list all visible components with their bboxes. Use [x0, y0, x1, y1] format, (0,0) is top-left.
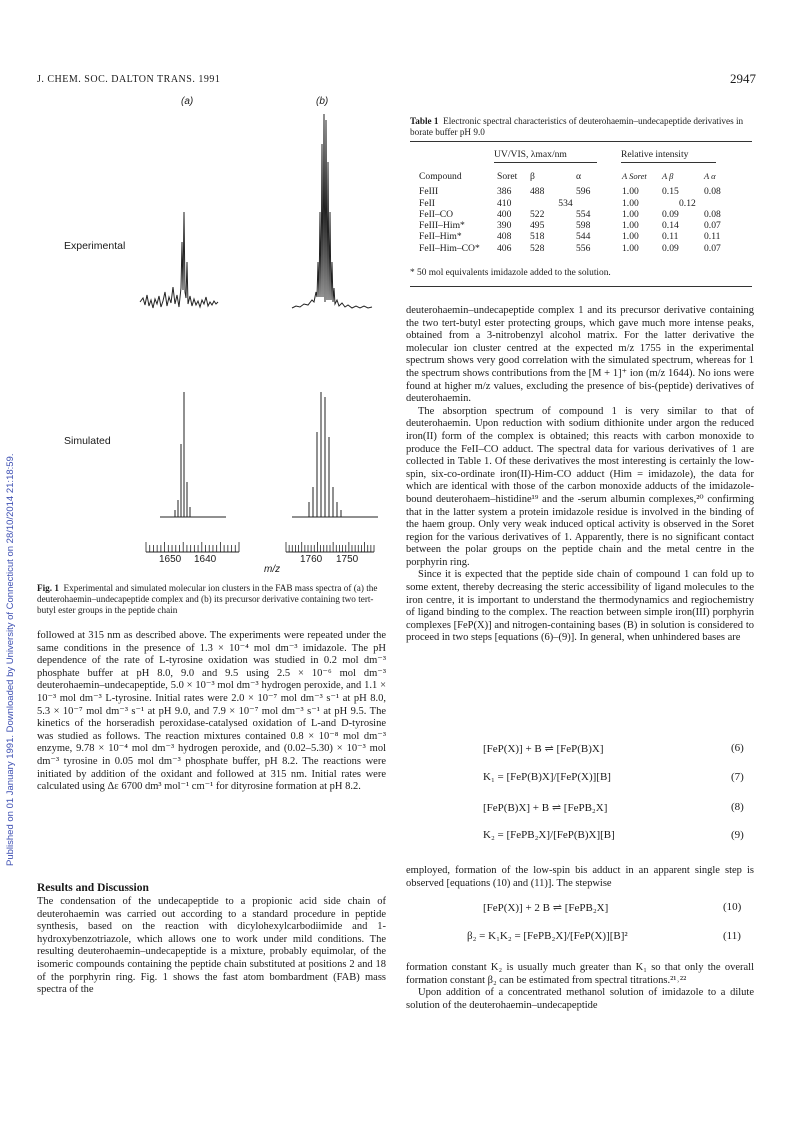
sim-peaks-a: [175, 392, 190, 517]
table-cell: 406: [497, 242, 512, 254]
table-cell: 0.09: [662, 208, 679, 220]
table-cell: 518: [530, 231, 545, 243]
download-sidebar: [3, 150, 19, 870]
table-title: [410, 116, 750, 138]
tick-label-1640: 1640: [194, 554, 217, 565]
equation-7: K₁ = [FeP(B)X]/[FeP(X)][B]: [483, 771, 611, 783]
right-column-end: [406, 962, 754, 1012]
col-a-alpha: A α: [704, 171, 716, 181]
table-cell: 528: [530, 242, 545, 254]
col-a-soret: A Soret: [622, 171, 647, 181]
table-cell: 522: [530, 208, 545, 220]
tick-label-1650: 1650: [159, 554, 182, 565]
table-cell: 488: [530, 186, 545, 198]
table-cell: 390: [497, 220, 512, 232]
exp-trace-b: [292, 114, 372, 308]
table-cell: 400: [497, 208, 512, 220]
table-cell: 0.08: [704, 208, 721, 220]
figure-caption-text: Experimental and simulated molecular ion clusters in the FAB mass spectra of (a) the deuterohaemin–undecapeptide complex and (b) its precursor derivative containing two tert-butyl ester groups in the peptide chain: [37, 583, 378, 615]
table-1: [410, 116, 750, 138]
table-cell: 1.00: [622, 197, 639, 209]
paragraph: deuterohaemin–undecapeptide complex 1 and its precursor derivative containing the two tert-butyl ester protecting groups, which gave much more intense peaks, obtained from a 3-nitrobenzyl alcohol matrix. For the latter derivative the molecular ion cluster centred at the expected m/z 1755 in the experimental spectrum shows very good correlation with the simulated spectrum, whereas for 1 the spectrum shows contributions from the [M + 1]⁺ ion (m/z 1644). No ions were found at higher m/z values, excluding the presence of bis-(peptide) derivatives of deuterohaemin.: [406, 305, 754, 405]
table-group-rule-uv: [494, 162, 597, 163]
table-cell: FeIII: [419, 186, 439, 198]
table-cell: 408: [497, 231, 512, 243]
table-header-row: [416, 171, 737, 182]
equation-8: [FeP(B)X] + B ⇌ [FePB₂X]: [483, 802, 608, 814]
table-cell: 0.12: [679, 197, 696, 209]
equation-number: (11): [723, 930, 741, 942]
table-cell: 1.00: [622, 208, 639, 220]
table-cell: 1.00: [622, 231, 639, 243]
table-cell: 534: [558, 197, 573, 209]
table-footnote: * 50 mol equivalents imidazole added to the solution.: [410, 268, 611, 278]
table-cell: 1.00: [622, 220, 639, 232]
label-experimental: Experimental: [64, 240, 126, 252]
section-heading: Results and Discussion: [37, 882, 149, 894]
table-cell: FeII–CO: [419, 208, 454, 220]
right-column-mid: [406, 865, 754, 890]
equation-11: β₂ = K₁K₂ = [FePB₂X]/[FeP(X)][B]²: [467, 930, 628, 942]
table-cell: FeII–Him*: [419, 231, 462, 243]
table-cell: 544: [576, 231, 591, 243]
paragraph: formation constant K₂ is usually much greater than K₁ so that only the overall formation constant β₂ can be estimated from spectral titrations.²¹˒²²: [406, 962, 754, 986]
table-cell: 0.07: [704, 220, 721, 232]
table-cell: 554: [576, 208, 591, 220]
equation-number: (9): [731, 829, 744, 841]
table-cell: 0.14: [662, 220, 679, 232]
col-beta: β: [530, 171, 535, 182]
table-cell: 598: [576, 220, 591, 232]
table-cell: FeIII–Him*: [419, 220, 465, 232]
left-column-body: [37, 630, 386, 794]
x-axis-label: m/z: [264, 564, 281, 575]
table-cell: 0.09: [662, 242, 679, 254]
table-cell: 556: [576, 242, 591, 254]
figure-caption-label: Fig. 1: [37, 583, 59, 593]
col-compound: Compound: [419, 171, 462, 182]
paragraph: The absorption spectrum of compound 1 is very similar to that of deuterohaemin. Upon reduction with sodium dithionite under argon the reduced iron(II) form of the complex is obtained; this reacts with carbon monoxide to produce the FeII–CO adduct. The spectral data for various derivatives of 1 are collected in Table 1. Of these derivatives the most interesting is certainly the low-spin, six-co-ordinate iron(II)-Him-CO adduct (Him = imidazole), the data for which are identical with those of the carbon monoxide adducts of the imidazole-bound deuterohaem–histidine¹⁹ and the -serum albumin complexes,²⁰ confirming that in the latter system a protein imidazole residue is involved in the binding of the haem group. Only very weak induced optical activity is observed in the Soret region for the various derivatives of 1. Apparently, there is no significant contact between the polar groups on the peptide chain and the metal centre in the porphyrin ring.: [406, 405, 754, 568]
table-cell: 1.00: [622, 186, 639, 198]
paragraph: The condensation of the undecapeptide to a propionic acid side chain of deuterohaemin was carried out according to a standard procedure in peptide synthesis, based on the reaction with dicylohexylcarbodiimide and 1-hydroxybenzotriazole, which allows one to work under mild conditions. The resulting deuterohaemin–undecapeptide is a mixture, probably equimolar, of the isomeric compounds containing the peptide chain substituted at positions 2 and 18 of the porphyrin ring. Fig. 1 shows the fast atom bombardment (FAB) mass spectra of the: [37, 896, 386, 996]
table-cell: 410: [497, 197, 512, 209]
table-body: [416, 171, 737, 254]
paragraph: employed, formation of the low-spin bis adduct in an apparent single step is observed [equations (10) and (11)]. The stepwise: [406, 865, 754, 889]
equation-number: (10): [723, 901, 742, 913]
panel-b-label: (b): [316, 96, 329, 107]
exp-trace-a: [140, 212, 218, 308]
table-group-rule-rel: [621, 162, 716, 163]
panel-a-label: (a): [181, 96, 194, 107]
table-row: [416, 186, 737, 197]
table-row: [416, 243, 737, 254]
paragraph: Upon addition of a concentrated methanol solution of imidazole to a dilute solution of the deuterohaemin–undecapeptide: [406, 987, 754, 1011]
table-bottom-rule: [410, 286, 752, 287]
table-cell: 0.15: [662, 186, 679, 198]
table-row: [416, 209, 737, 220]
journal-header: J. CHEM. SOC. DALTON TRANS. 1991: [37, 74, 221, 85]
download-note[interactable]: Published on 01 January 1991. Downloaded by University of Connecticut on 28/10/2014 21:18:59.: [5, 453, 16, 866]
figure-caption: [37, 583, 387, 616]
table-cell: 1.00: [622, 242, 639, 254]
col-alpha: α: [576, 171, 582, 182]
table-title-text: Electronic spectral characteristics of deuterohaemin–undecapeptide derivatives in borate buffer pH 9.0: [410, 116, 744, 137]
equation-number: (7): [731, 771, 744, 783]
equation-9: K₂ = [FePB₂X]/[FeP(B)X][B]: [483, 829, 615, 841]
paragraph: followed at 315 nm as described above. The experiments were repeated under the same conditions in the presence of 1.3 × 10⁻⁴ mol dm⁻³ imidazole. The pH dependence of the rate of L-tyrosine oxidation was studied in 0.2 mol dm⁻³ phosphate buffer at pH 8.0, 9.0 and 9.5 using 2.5 × 10⁻⁶ mol dm⁻³ deuterohaemin–undecapeptide, 5.0 × 10⁻³ mol dm⁻³ hydrogen peroxide, and 1.1 × 10⁻³ mol dm⁻³ L-tyrosine. Initial rates were 2.0 × 10⁻⁷ mol dm⁻³ s⁻¹ at pH 8.0, 5.3 × 10⁻⁷ mol dm⁻³ s⁻¹ at pH 9.0, and 7.9 × 10⁻⁷ mol dm⁻³ s⁻¹ at pH 9.5. The kinetics of the horseradish peroxidase-catalysed oxidation of L-and D-tyrosine was studied as follows. The reaction mixtures contained 0.8 × 10⁻⁸ mol dm⁻³ enzyme, 9.78 × 10⁻⁴ mol dm⁻³ hydrogen peroxide, and (0.02–5.30) × 10⁻³ mol dm⁻³ tyrosine in 0.05 mol dm⁻³ phosphate buffer, pH 8.2. The reactions were initiated by addition of the oxidant and followed at 315 nm. Initial rates were calculated using Δε 6700 dm³ mol⁻¹ cm⁻¹ for dityrosine formation at pH 8.2.: [37, 630, 386, 793]
tick-label-1750: 1750: [336, 554, 359, 565]
label-simulated: Simulated: [64, 435, 111, 447]
table-cell: 0.11: [662, 231, 679, 243]
table-row: [416, 231, 737, 242]
table-title-label: Table 1: [410, 116, 439, 126]
equation-10: [FeP(X)] + 2 B ⇌ [FePB₂X]: [483, 902, 609, 914]
table-cell: FeII: [419, 197, 435, 209]
table-cell: 0.08: [704, 186, 721, 198]
tick-marks: [146, 542, 374, 552]
table-cell: 0.07: [704, 242, 721, 254]
table-cell: 596: [576, 186, 591, 198]
right-column-body: [406, 305, 754, 645]
table-top-rule: [410, 141, 752, 142]
table-row: [416, 220, 737, 231]
equation-6: [FeP(X)] + B ⇌ [FeP(B)X]: [483, 743, 604, 755]
sim-peaks-b: [309, 392, 341, 517]
table-cell: FeII–Him–CO*: [419, 242, 480, 254]
equation-number: (8): [731, 801, 744, 813]
table-cell: 386: [497, 186, 512, 198]
spectra-plot: [30, 92, 400, 582]
table-row: [416, 198, 737, 209]
table-group-rel: Relative intensity: [621, 149, 689, 160]
table-cell: 495: [530, 220, 545, 232]
tick-label-1760: 1760: [300, 554, 323, 565]
col-a-beta: A β: [662, 171, 674, 181]
page-number: 2947: [730, 71, 756, 86]
figure-1: [30, 92, 400, 582]
paragraph: Since it is expected that the peptide side chain of compound 1 can fold up to some extent, thereby decreasing the steric accessibility of ligand molecules to the iron centre, it is important to understand the thermodynamics and regiochemistry of ligand binding to the complex. The reaction between simple iron(III) porphyrin complexes [FeP(X)] and nitrogen-containing bases (B) in solution is considered to proceed in two steps [equations (6)–(9)]. In general, when unhindered bases are: [406, 569, 754, 644]
table-grid: [416, 171, 737, 254]
equation-number: (6): [731, 742, 744, 754]
table-cell: 0.11: [704, 231, 721, 243]
left-column-results: [37, 896, 386, 997]
col-soret: Soret: [497, 171, 518, 182]
table-group-uv: UV/VIS, λmax/nm: [494, 149, 567, 160]
